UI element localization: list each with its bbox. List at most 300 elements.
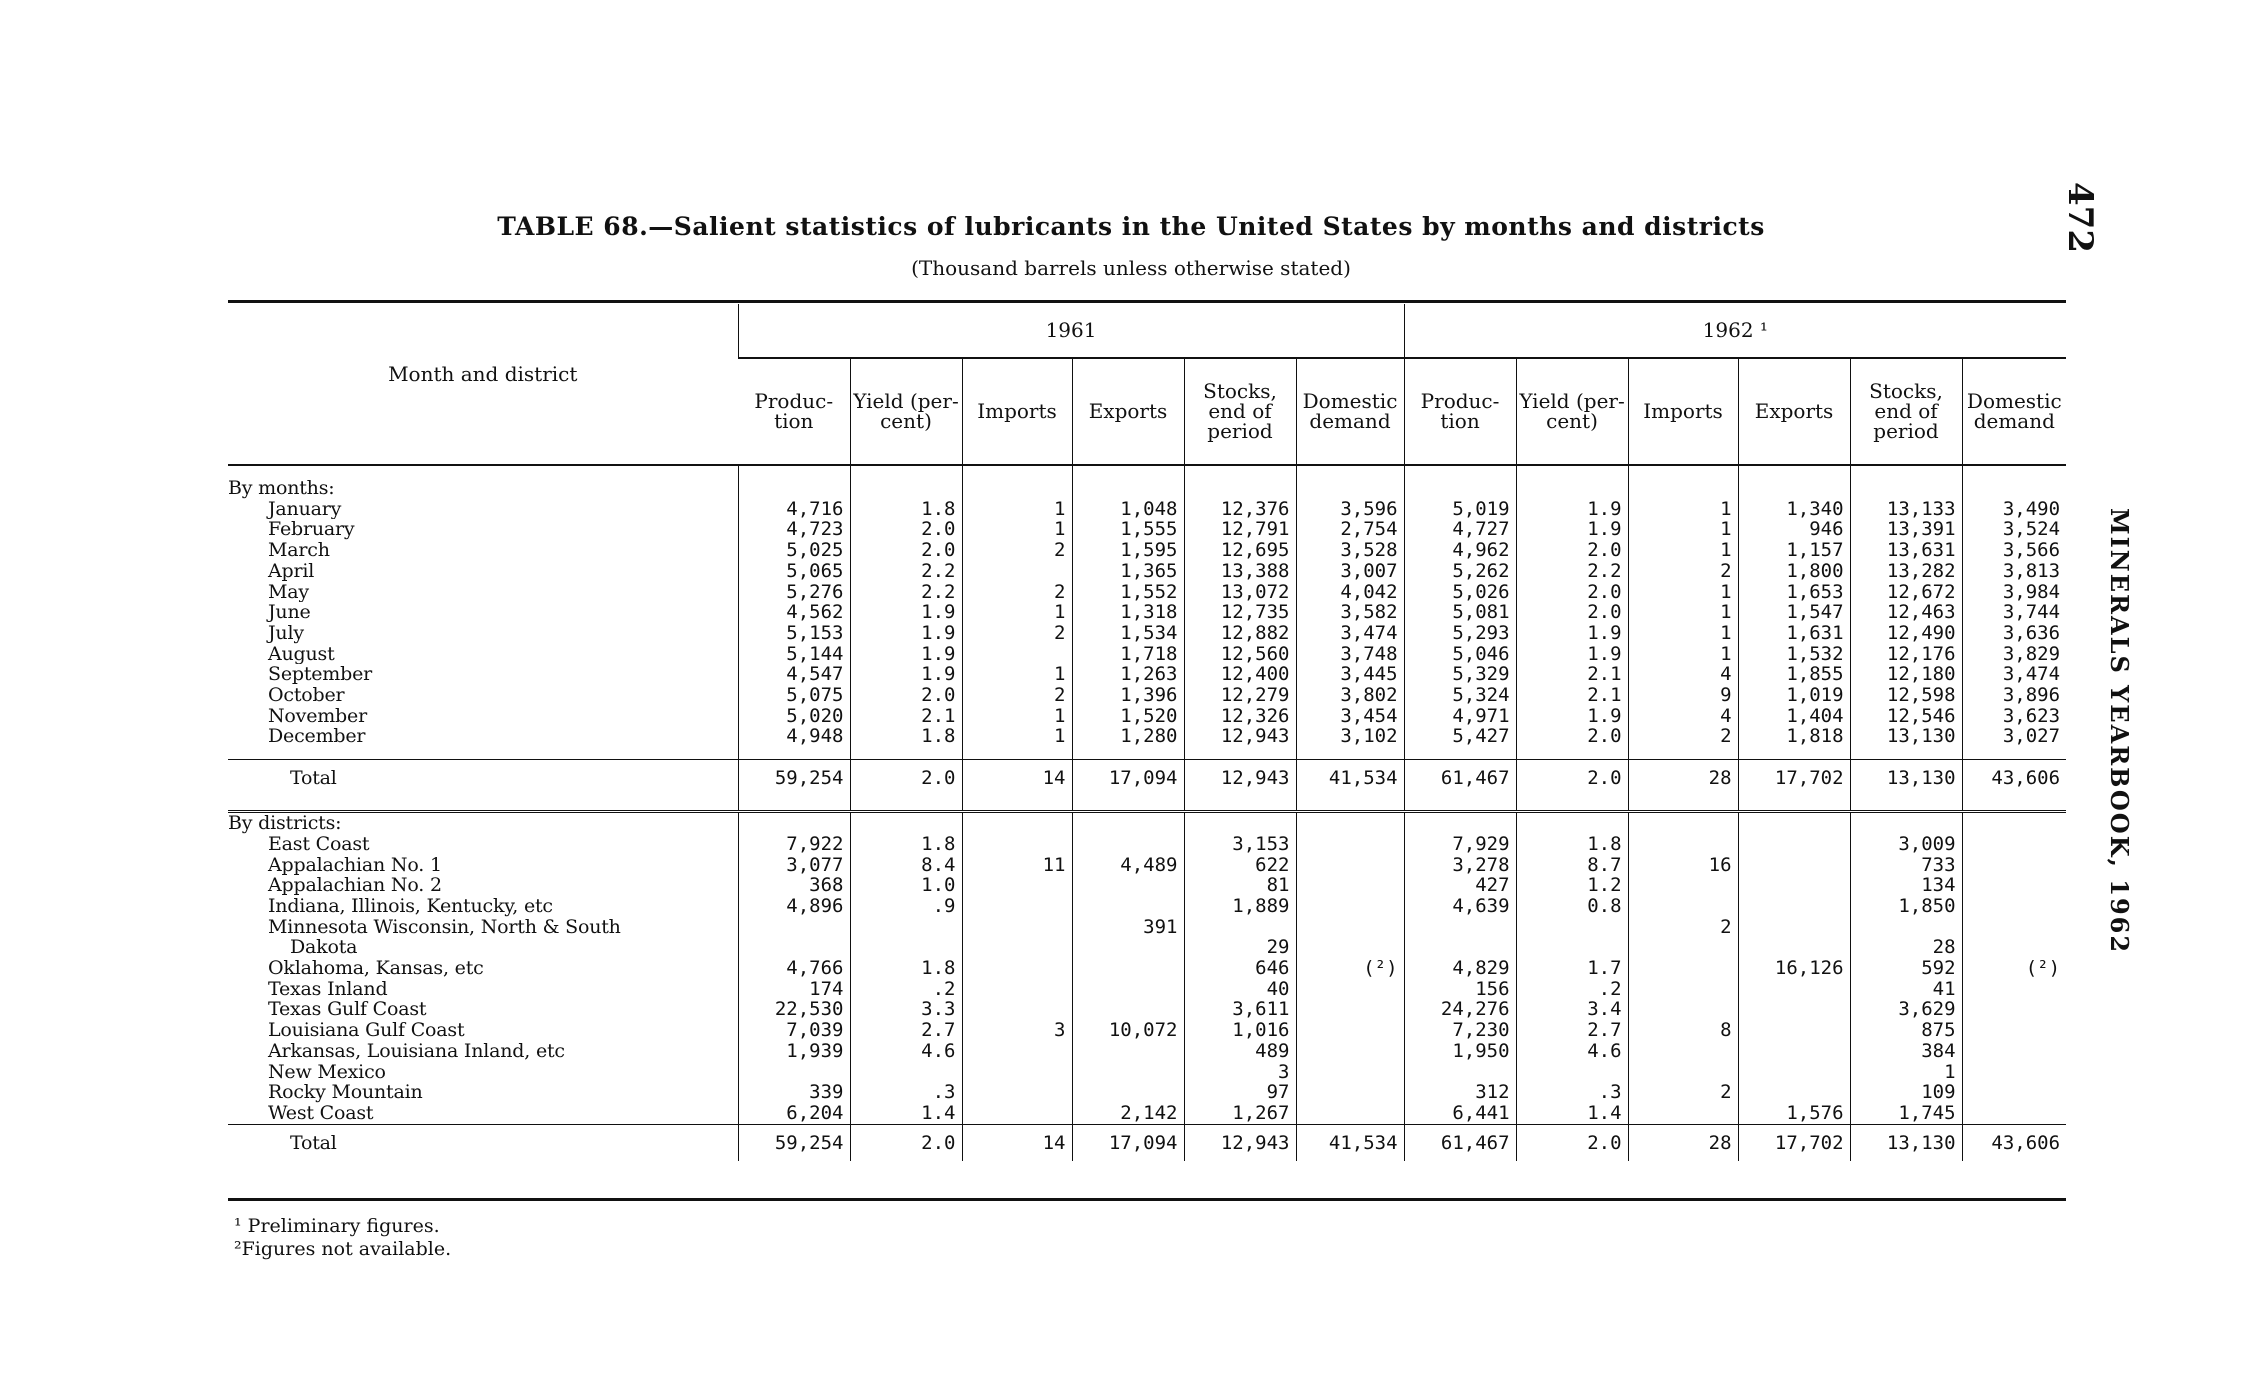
data-cell — [1296, 917, 1404, 938]
data-cell: 4,962 — [1404, 540, 1516, 561]
data-cell: 3,636 — [1962, 623, 2066, 644]
row-label: New Mexico — [268, 1061, 386, 1083]
data-cell — [962, 1103, 1072, 1124]
data-cell: 2.7 — [1516, 1020, 1628, 1041]
spacer-row — [228, 465, 2066, 478]
row-label: Texas Gulf Coast — [268, 999, 427, 1021]
data-cell: 16 — [1628, 855, 1738, 876]
data-cell — [1296, 937, 1404, 958]
data-cell: 24,276 — [1404, 999, 1516, 1020]
data-cell — [1628, 834, 1738, 855]
spacer-cell — [1516, 796, 1628, 812]
month-row — [228, 623, 2066, 644]
spacer-cell — [850, 747, 962, 760]
spacer-cell — [1072, 796, 1184, 812]
data-cell: 28 — [1628, 760, 1738, 797]
spacer-cell — [1628, 796, 1738, 812]
row-label: March — [268, 540, 330, 561]
data-cell — [1296, 1020, 1404, 1041]
data-cell — [1296, 1103, 1404, 1124]
empty-cell — [1738, 812, 1850, 834]
month-row — [228, 664, 2066, 685]
data-cell: 5,026 — [1404, 582, 1516, 603]
data-cell: 2.0 — [1516, 602, 1628, 623]
data-cell — [1516, 1062, 1628, 1083]
data-cell: 3,623 — [1962, 706, 2066, 727]
data-cell: 97 — [1184, 1082, 1296, 1103]
data-cell: 3,582 — [1296, 602, 1404, 623]
data-cell: 1,280 — [1072, 726, 1184, 747]
data-cell: 81 — [1184, 875, 1296, 896]
empty-cell — [1628, 478, 1738, 499]
data-cell: 3.4 — [1516, 999, 1628, 1020]
data-cell: 3,629 — [1850, 999, 1962, 1020]
data-cell: 3,102 — [1296, 726, 1404, 747]
row-label: Louisiana Gulf Coast — [268, 1020, 465, 1041]
column-header: Stocks, end of period — [1850, 358, 1962, 465]
data-cell: 7,230 — [1404, 1020, 1516, 1041]
data-cell: 1,939 — [738, 1041, 850, 1062]
spacer-cell — [1184, 747, 1296, 760]
empty-cell — [1738, 478, 1850, 499]
data-cell: 41,534 — [1296, 1124, 1404, 1161]
data-cell: 3.3 — [850, 999, 962, 1020]
data-cell — [1738, 979, 1850, 1000]
empty-cell — [1628, 812, 1738, 834]
data-cell: 3,009 — [1850, 834, 1962, 855]
data-cell: 312 — [1404, 1082, 1516, 1103]
data-cell: 2 — [1628, 561, 1738, 582]
data-cell: 5,293 — [1404, 623, 1516, 644]
data-cell: 1,520 — [1072, 706, 1184, 727]
data-cell: 2.0 — [1516, 1124, 1628, 1161]
running-head: MINERALS YEARBOOK, 1962 — [2105, 508, 2134, 955]
row-label: Oklahoma, Kansas, etc — [268, 958, 484, 979]
data-cell: 9 — [1628, 685, 1738, 706]
data-cell: 1,576 — [1738, 1103, 1850, 1124]
data-cell: 12,463 — [1850, 602, 1962, 623]
data-cell: 12,943 — [1184, 726, 1296, 747]
spacer-cell — [1628, 465, 1738, 478]
data-cell: 174 — [738, 979, 850, 1000]
data-cell: 17,094 — [1072, 1124, 1184, 1161]
district-row — [228, 1041, 2066, 1062]
data-cell: 1.4 — [850, 1103, 962, 1124]
data-cell: 1,850 — [1850, 896, 1962, 917]
row-label: September — [268, 664, 373, 686]
data-cell: 1.8 — [850, 499, 962, 520]
empty-cell — [738, 478, 850, 499]
data-cell: 3,611 — [1184, 999, 1296, 1020]
data-cell: 13,133 — [1850, 499, 1962, 520]
data-cell: 2 — [962, 540, 1072, 561]
months-total-row — [228, 760, 2066, 797]
month-row — [228, 685, 2066, 706]
data-cell — [1072, 979, 1184, 1000]
data-cell — [1962, 1020, 2066, 1041]
data-cell: 12,882 — [1184, 623, 1296, 644]
data-cell: 1,745 — [1850, 1103, 1962, 1124]
empty-cell — [850, 812, 962, 834]
data-cell: 12,943 — [1184, 760, 1296, 797]
data-cell — [1962, 855, 2066, 876]
data-cell — [1072, 999, 1184, 1020]
districts-total-row — [228, 1124, 2066, 1161]
data-cell: 12,376 — [1184, 499, 1296, 520]
month-row — [228, 602, 2066, 623]
data-cell: 1 — [1628, 582, 1738, 603]
data-cell: .3 — [850, 1082, 962, 1103]
data-cell: 12,943 — [1184, 1124, 1296, 1161]
spacer-cell — [738, 747, 850, 760]
data-cell — [1296, 1041, 1404, 1062]
empty-cell — [962, 478, 1072, 499]
data-cell: 2,754 — [1296, 519, 1404, 540]
data-cell: 391 — [1072, 917, 1184, 938]
spacer-cell — [962, 465, 1072, 478]
data-cell — [1738, 999, 1850, 1020]
district-row — [228, 917, 2066, 938]
data-cell — [1516, 917, 1628, 938]
data-cell: 1,818 — [1738, 726, 1850, 747]
row-label: Arkansas, Louisiana Inland, etc — [268, 1040, 565, 1062]
table-subtitle: (Thousand barrels unless otherwise stated) — [911, 256, 1351, 280]
column-header: Produc- tion — [1404, 358, 1516, 465]
district-row — [228, 875, 2066, 896]
district-row — [228, 979, 2066, 1000]
data-cell: 1.8 — [850, 834, 962, 855]
empty-cell — [1850, 478, 1962, 499]
data-cell — [1296, 896, 1404, 917]
data-cell: 1,396 — [1072, 685, 1184, 706]
spacer-cell — [738, 796, 850, 812]
data-cell: .2 — [1516, 979, 1628, 1000]
data-cell — [1962, 1082, 2066, 1103]
district-row — [228, 1082, 2066, 1103]
data-cell: 109 — [1850, 1082, 1962, 1103]
data-cell — [1404, 937, 1516, 958]
data-cell — [962, 958, 1072, 979]
data-cell: 1.0 — [850, 875, 962, 896]
data-cell: 1 — [1628, 602, 1738, 623]
data-cell: 12,672 — [1850, 582, 1962, 603]
data-cell: 12,326 — [1184, 706, 1296, 727]
data-cell: 12,400 — [1184, 664, 1296, 685]
data-cell: 7,039 — [738, 1020, 850, 1041]
data-cell: 1 — [1628, 499, 1738, 520]
spacer-cell — [738, 465, 850, 478]
month-row — [228, 519, 2066, 540]
data-cell: 3,748 — [1296, 644, 1404, 665]
data-cell: 59,254 — [738, 1124, 850, 1161]
data-cell: 7,922 — [738, 834, 850, 855]
data-cell — [1962, 937, 2066, 958]
column-header: Domestic demand — [1296, 358, 1404, 465]
data-cell: 2.0 — [1516, 760, 1628, 797]
data-cell: 14 — [962, 1124, 1072, 1161]
data-cell: 3 — [962, 1020, 1072, 1041]
data-cell: 4,829 — [1404, 958, 1516, 979]
data-cell — [962, 644, 1072, 665]
data-cell: 2.1 — [1516, 685, 1628, 706]
data-cell — [962, 979, 1072, 1000]
data-cell — [1072, 834, 1184, 855]
data-cell: 1,263 — [1072, 664, 1184, 685]
row-label: West Coast — [268, 1102, 374, 1124]
data-cell — [738, 1062, 850, 1083]
data-cell: 1,855 — [1738, 664, 1850, 685]
data-cell: 13,391 — [1850, 519, 1962, 540]
row-label: August — [268, 643, 335, 665]
district-row — [228, 1103, 2066, 1124]
data-cell: 1,532 — [1738, 644, 1850, 665]
data-cell — [1962, 979, 2066, 1000]
spacer-row — [228, 796, 2066, 812]
data-cell: 1.9 — [850, 623, 962, 644]
data-cell — [850, 937, 962, 958]
data-cell: 12,598 — [1850, 685, 1962, 706]
data-cell — [1738, 937, 1850, 958]
column-header: Imports — [1628, 358, 1738, 465]
months-heading-row — [228, 478, 2066, 499]
data-cell: 3,566 — [1962, 540, 2066, 561]
data-cell — [1072, 875, 1184, 896]
footnote-1: ¹ Preliminary figures. — [234, 1215, 440, 1237]
data-cell — [1962, 999, 2066, 1020]
data-cell: 4,547 — [738, 664, 850, 685]
data-cell: 1 — [962, 706, 1072, 727]
data-cell — [1738, 896, 1850, 917]
data-cell — [1296, 875, 1404, 896]
spacer-cell — [962, 747, 1072, 760]
data-cell: 3,829 — [1962, 644, 2066, 665]
spacer-cell — [850, 796, 962, 812]
column-header: Produc- tion — [738, 358, 850, 465]
data-cell: 2.1 — [850, 706, 962, 727]
spacer-cell — [1296, 747, 1404, 760]
data-cell: 2.0 — [850, 540, 962, 561]
data-cell: 1,340 — [1738, 499, 1850, 520]
month-row — [228, 582, 2066, 603]
data-cell: 134 — [1850, 875, 1962, 896]
data-cell — [1962, 1041, 2066, 1062]
spacer-cell — [1738, 747, 1850, 760]
bottom-rule — [228, 1198, 2066, 1201]
data-cell: (²) — [1296, 958, 1404, 979]
empty-cell — [1072, 812, 1184, 834]
table-title: TABLE 68.—Salient statistics of lubricants in the United States by months and districts — [497, 212, 1765, 241]
data-cell: 43,606 — [1962, 760, 2066, 797]
data-cell: 5,276 — [738, 582, 850, 603]
data-cell — [962, 1062, 1072, 1083]
data-cell: 1.7 — [1516, 958, 1628, 979]
district-row — [228, 1020, 2066, 1041]
data-cell: 339 — [738, 1082, 850, 1103]
data-cell: 5,019 — [1404, 499, 1516, 520]
data-cell — [962, 561, 1072, 582]
data-cell: 3,278 — [1404, 855, 1516, 876]
data-cell: 12,791 — [1184, 519, 1296, 540]
row-label: Rocky Mountain — [268, 1082, 423, 1103]
data-cell: 12,176 — [1850, 644, 1962, 665]
data-cell: (²) — [1962, 958, 2066, 979]
row-label: April — [268, 560, 315, 582]
data-cell — [1850, 917, 1962, 938]
row-label: Indiana, Illinois, Kentucky, etc — [268, 895, 553, 917]
row-label: Texas Inland — [268, 978, 388, 1000]
data-cell: 4,042 — [1296, 582, 1404, 603]
data-cell: 622 — [1184, 855, 1296, 876]
statistics-table — [228, 304, 2066, 1161]
data-cell: .9 — [850, 896, 962, 917]
data-cell: 2 — [962, 582, 1072, 603]
empty-cell — [1404, 478, 1516, 499]
data-cell: 3,077 — [738, 855, 850, 876]
data-cell — [1296, 855, 1404, 876]
data-cell: 1.9 — [1516, 499, 1628, 520]
empty-cell — [738, 812, 850, 834]
data-cell: 1,631 — [1738, 623, 1850, 644]
data-cell — [962, 999, 1072, 1020]
data-cell — [1738, 1062, 1850, 1083]
row-label: November — [268, 705, 367, 727]
data-cell — [1072, 958, 1184, 979]
data-cell: 5,262 — [1404, 561, 1516, 582]
data-cell: 4,489 — [1072, 855, 1184, 876]
data-cell: 1,534 — [1072, 623, 1184, 644]
data-cell: 946 — [1738, 519, 1850, 540]
data-cell — [1962, 917, 2066, 938]
row-label: July — [268, 622, 304, 644]
data-cell — [1404, 917, 1516, 938]
data-cell: 13,130 — [1850, 1124, 1962, 1161]
empty-cell — [1962, 812, 2066, 834]
data-cell: 1,016 — [1184, 1020, 1296, 1041]
data-cell: 12,546 — [1850, 706, 1962, 727]
data-cell: 4,727 — [1404, 519, 1516, 540]
data-cell: 13,130 — [1850, 726, 1962, 747]
data-cell: 3,007 — [1296, 561, 1404, 582]
data-cell — [1296, 979, 1404, 1000]
data-cell: 646 — [1184, 958, 1296, 979]
data-cell: 8.7 — [1516, 855, 1628, 876]
data-cell — [962, 917, 1072, 938]
data-cell: 22,530 — [738, 999, 850, 1020]
row-label: Appalachian No. 1 — [268, 854, 442, 876]
data-cell — [1738, 875, 1850, 896]
empty-cell — [1850, 812, 1962, 834]
data-cell: 5,081 — [1404, 602, 1516, 623]
data-cell: 1.2 — [1516, 875, 1628, 896]
data-cell: 1.9 — [1516, 623, 1628, 644]
data-cell: 592 — [1850, 958, 1962, 979]
data-cell — [1628, 937, 1738, 958]
data-cell: 13,130 — [1850, 760, 1962, 797]
data-cell — [1072, 937, 1184, 958]
data-cell — [1962, 896, 2066, 917]
spacer-cell — [1850, 747, 1962, 760]
data-cell: 5,427 — [1404, 726, 1516, 747]
data-cell: 1,019 — [1738, 685, 1850, 706]
spacer-cell — [228, 796, 738, 812]
data-cell: 4,716 — [738, 499, 850, 520]
data-cell: 12,695 — [1184, 540, 1296, 561]
row-label: December — [268, 726, 366, 748]
data-cell: 1 — [962, 602, 1072, 623]
data-cell: 1,950 — [1404, 1041, 1516, 1062]
data-cell: 1,800 — [1738, 561, 1850, 582]
data-cell: 17,094 — [1072, 760, 1184, 797]
data-cell — [1628, 896, 1738, 917]
data-cell — [962, 875, 1072, 896]
data-cell: 3,524 — [1962, 519, 2066, 540]
data-cell: 2.0 — [850, 519, 962, 540]
column-header: Imports — [962, 358, 1072, 465]
data-cell: 12,560 — [1184, 644, 1296, 665]
data-cell — [1628, 958, 1738, 979]
data-cell — [1628, 1062, 1738, 1083]
row-label: Dakota — [290, 937, 358, 959]
data-cell: 59,254 — [738, 760, 850, 797]
data-cell — [1296, 834, 1404, 855]
data-cell: 2.0 — [1516, 540, 1628, 561]
data-cell: 7,929 — [1404, 834, 1516, 855]
districts-heading-row — [228, 812, 2066, 834]
section-heading: By districts: — [228, 812, 342, 834]
data-cell: 3,027 — [1962, 726, 2066, 747]
data-cell — [1072, 1041, 1184, 1062]
data-cell — [1072, 1082, 1184, 1103]
empty-cell — [1184, 812, 1296, 834]
data-cell: 3,984 — [1962, 582, 2066, 603]
data-cell: 368 — [738, 875, 850, 896]
footnote-2: ²Figures not available. — [234, 1238, 452, 1260]
data-cell: 1,318 — [1072, 602, 1184, 623]
data-cell: 1 — [1628, 519, 1738, 540]
data-cell — [1072, 1062, 1184, 1083]
data-cell: 1 — [962, 499, 1072, 520]
data-cell: 43,606 — [1962, 1124, 2066, 1161]
data-cell: 1,595 — [1072, 540, 1184, 561]
spacer-cell — [1296, 796, 1404, 812]
spacer-cell — [1184, 465, 1296, 478]
data-cell: 2 — [962, 685, 1072, 706]
data-cell: 12,279 — [1184, 685, 1296, 706]
data-cell: 3,744 — [1962, 602, 2066, 623]
spacer-cell — [1850, 465, 1962, 478]
data-cell: .2 — [850, 979, 962, 1000]
data-cell: 2.0 — [850, 760, 962, 797]
spacer-cell — [850, 465, 962, 478]
page-number: 472 — [2060, 182, 2100, 253]
data-cell: 3,596 — [1296, 499, 1404, 520]
top-rule — [228, 300, 2066, 303]
data-cell: 427 — [1404, 875, 1516, 896]
data-cell: 5,025 — [738, 540, 850, 561]
data-cell: 29 — [1184, 937, 1296, 958]
data-cell: 2.2 — [850, 582, 962, 603]
data-cell: 16,126 — [1738, 958, 1850, 979]
data-cell: 28 — [1850, 937, 1962, 958]
spacer-cell — [1628, 747, 1738, 760]
data-cell: 8.4 — [850, 855, 962, 876]
year-1962-header: 1962 ¹ — [1404, 304, 2066, 358]
data-cell: 5,046 — [1404, 644, 1516, 665]
data-cell: 12,490 — [1850, 623, 1962, 644]
data-cell: 2.0 — [850, 1124, 962, 1161]
data-cell — [1738, 855, 1850, 876]
data-cell: 6,441 — [1404, 1103, 1516, 1124]
